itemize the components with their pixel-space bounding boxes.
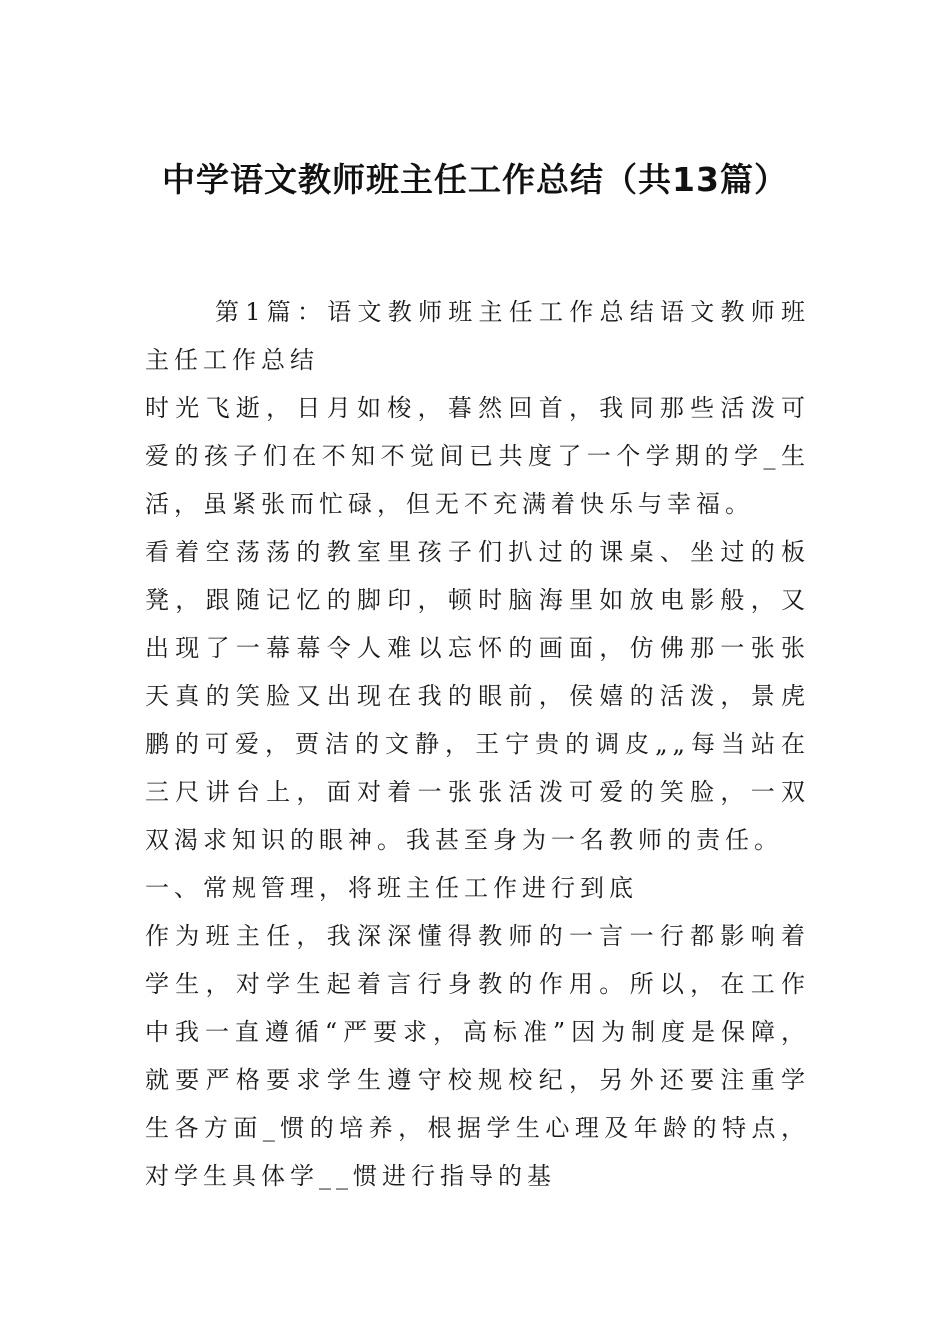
paragraph-heading-article-1: 第1篇：语文教师班主任工作总结语文教师班主任工作总结 (145, 298, 810, 374)
paragraph: 时光飞逝，日月如梭，暮然回首，我同那些活泼可爱的孩子们在不知不觉间已共度了一个学期的学_生活，虽紧张而忙碌，但无不充满着快乐与幸福。 (145, 394, 810, 518)
paragraph: 作为班主任，我深深懂得教师的一言一行都影响着学生，对学生起着言行身教的作用。所以，在工作中我一直遵循“严要求，高标准”因为制度是保障，就要严格要求学生遵守校规校纪，另外还要注重学生各方面_惯的培养，根据学生心理及年龄的特点，对学生具体学__惯进行指导的基 (145, 922, 810, 1190)
paragraph: 看着空荡荡的教室里孩子们扒过的课桌、坐过的板凳，跟随记忆的脚印，顿时脑海里如放电影般，又出现了一幕幕令人难以忘怀的画面，仿佛那一张张天真的笑脸又出现在我的眼前，侯嬉的活泼，景虎鹏的可爱，贾洁的文静，王宁贵的调皮„„每当站在三尺讲台上，面对着一张张活泼可爱的笑脸，一双双渴求知识的眼神。我甚至身为一名教师的责任。 (145, 538, 810, 854)
document-title: 中学语文教师班主任工作总结（共13篇） (162, 160, 788, 199)
document-body (145, 288, 810, 1200)
section-heading: 一、常规管理，将班主任工作进行到底 (145, 874, 638, 902)
